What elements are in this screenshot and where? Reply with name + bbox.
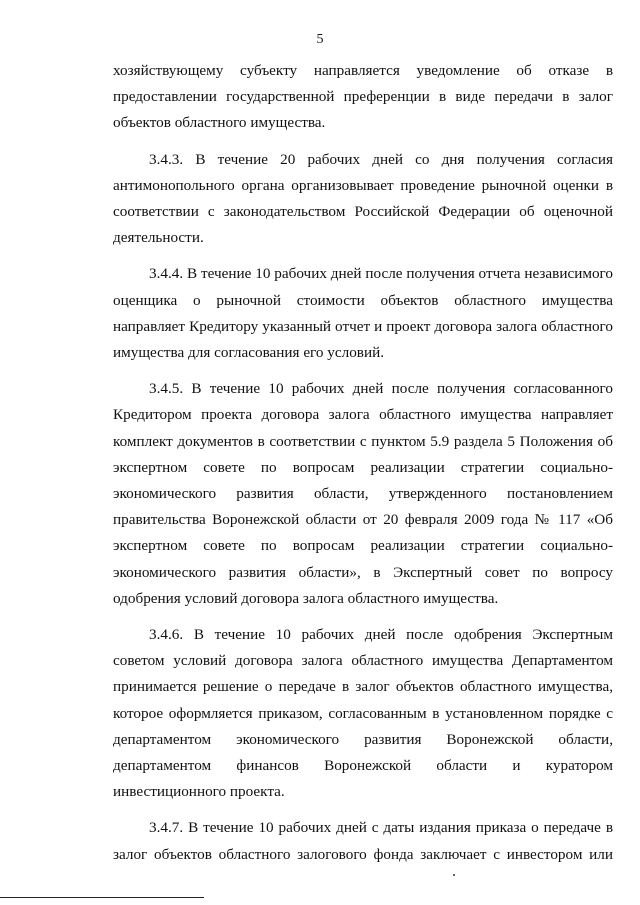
footnote-rule: [0, 897, 204, 898]
paragraph-continuation: хозяйствующему субъекту направляется уведомление об отказе в предоставлении государственной преференции в виде передачи в залог объектов областного имущества.: [113, 62, 613, 132]
paragraph-3-4-5: 3.4.5. В течение 10 рабочих дней после получения согласованного Кредитором проекта договора залога областного имущества направляет комплект документов в соответствии с пунктом 5.9 раздела 5 Положения об экспертном совете по вопросам реализации стратегии социально-экономического развития области, утвержденного постановлением правительства Воронежской области от 20 февраля 2009 года № 117 «Об экспертном совете по вопросам реализации стратегии социально-экономического развития области», в Экспертный совет по вопросу одобрения условий договора залога областного имущества.: [113, 380, 613, 607]
paragraph-gap: [113, 366, 613, 376]
paragraph-3-4-7: 3.4.7. В течение 10 рабочих дней с даты издания приказа о передаче в залог объектов областного залогового фонда заключает с инвестором или: [113, 819, 613, 863]
page-number: 5: [316, 32, 324, 47]
paragraph-gap: [113, 612, 613, 622]
document-body: [113, 58, 613, 868]
paragraph-3-4-4: 3.4.4. В течение 10 рабочих дней после получения отчета независимого оценщика о рыночной стоимости объектов областного имущества направляет Кредитору указанный отчет и проект договора залога областного имущества для согласования его условий.: [113, 265, 613, 362]
paragraph-gap: [113, 805, 613, 815]
paragraph-3-4-3: 3.4.3. В течение 20 рабочих дней со дня получения согласия антимонопольного органа организовывает проведение рыночной оценки в соответствии с законодательством Российской Федерации об оценочной деятельности.: [113, 150, 613, 247]
paragraph-gap: [113, 251, 613, 261]
paragraph-3-4-6: 3.4.6. В течение 10 рабочих дней после одобрения Экспертным советом условий договора залога областного имущества Департаментом принимается решение о передаче в залог объектов областного имущества, которое оформляется приказом, согласованным в установленном порядке с департаментом экономического развития Воронежской области, департаментом финансов Воронежской области и куратором инвестиционного проекта.: [113, 626, 613, 801]
paragraph-gap: [113, 137, 613, 147]
scan-mark: [453, 874, 455, 876]
